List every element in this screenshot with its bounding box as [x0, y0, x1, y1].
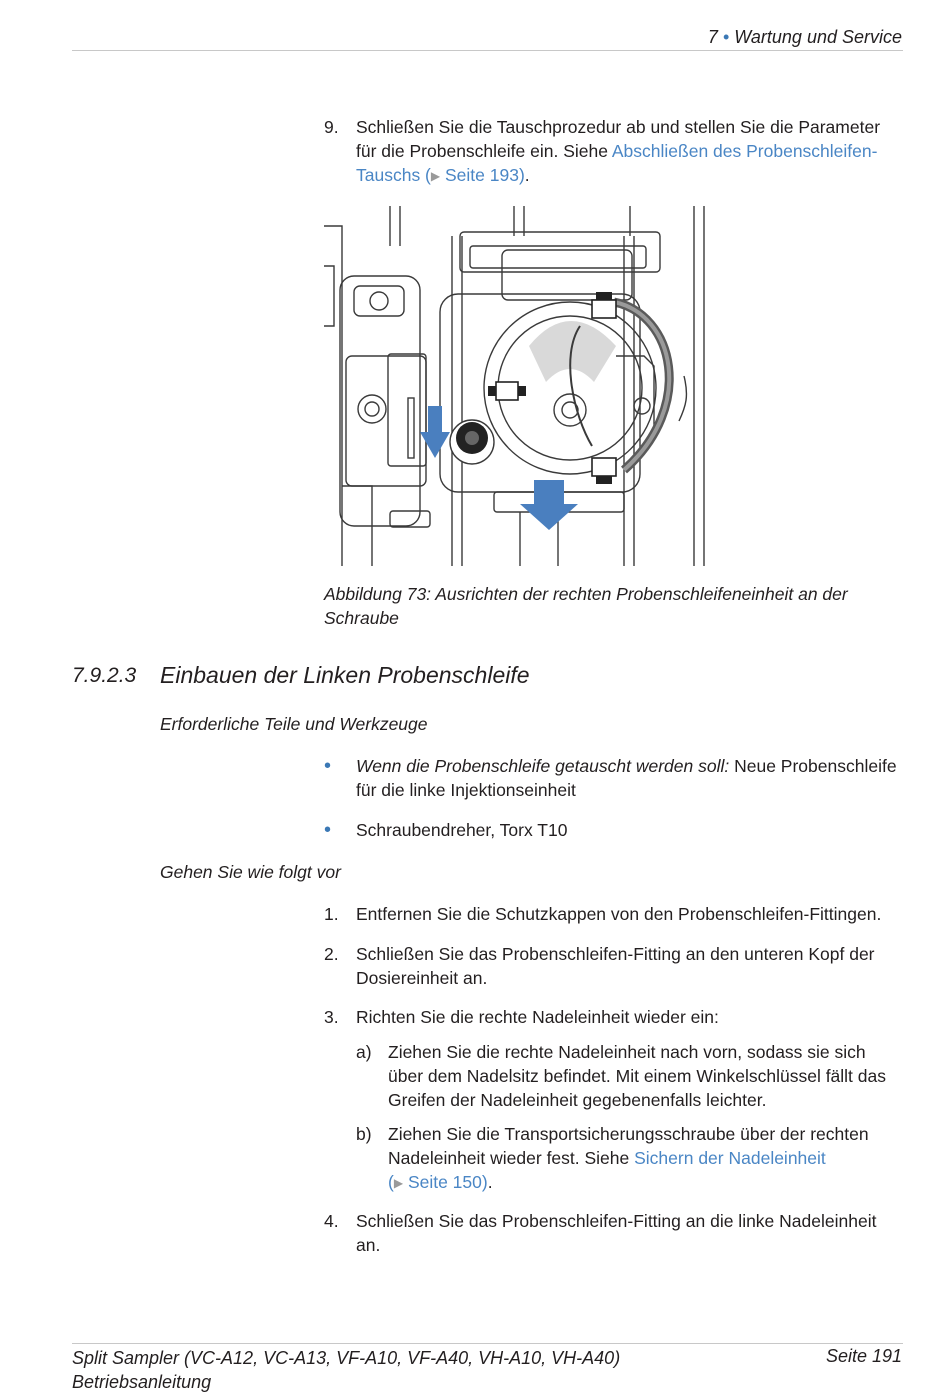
step-9-text: [356, 115, 916, 188]
step-text-line: Schließen Sie das Probenschleifen-Fitting an die linke Nadeleinheit: [356, 1211, 877, 1231]
header-rule: [72, 50, 903, 51]
footer-left: [72, 1346, 620, 1394]
product-name: Split Sampler (VC-A12, VC-A13, VF-A10, VF-A40, VH-A10, VH-A40): [72, 1348, 621, 1368]
step-number: 9.: [324, 117, 339, 137]
section-title: Einbauen der Linken Probenschleife: [160, 662, 530, 688]
chapter-title: Wartung und Service: [734, 27, 902, 47]
step-text-line: an.: [356, 1235, 381, 1255]
substep-line: Ziehen Sie die rechte Nadeleinheit nach vorn, sodass sie sich: [388, 1042, 866, 1062]
page-ref-triangle-icon: ▶: [393, 1176, 404, 1190]
item-text: Neue Probenschleife: [729, 756, 897, 776]
substep-label: a): [356, 1042, 372, 1062]
substep-text: [388, 1040, 918, 1112]
step-number: 4.: [324, 1211, 339, 1231]
page-ref-link[interactable]: Seite 193): [445, 165, 525, 185]
step-text-line: Dosiereinheit an.: [356, 968, 488, 988]
page-ref-triangle-icon: ▶: [430, 169, 441, 183]
cross-ref-link[interactable]: Abschließen des Probenschleifen-: [611, 141, 878, 161]
list-bullet: •: [324, 755, 332, 777]
step-text: [356, 942, 916, 990]
substep-text-part: Nadeleinheit wieder fest. Siehe: [388, 1148, 635, 1168]
chapter-number: 7: [707, 27, 718, 47]
step-9-line-3: [356, 163, 916, 188]
substep-line: über dem Nadelsitz befindet. Mit einem Winkelschlüssel fällt das: [388, 1066, 886, 1086]
footer-rule: [72, 1343, 903, 1344]
step-9-line-1: Schließen Sie die Tauschprozedur ab und stellen Sie die Parameter: [356, 117, 881, 137]
cross-ref-link-cont[interactable]: (: [388, 1172, 394, 1192]
substep-line: [388, 1146, 918, 1170]
cross-ref-link-cont[interactable]: Tauschs (: [356, 165, 431, 185]
step-text: Entfernen Sie die Schutzkappen von den Probenschleifen-Fittingen.: [356, 904, 882, 924]
running-header: [708, 27, 902, 48]
page-number: Seite 191: [825, 1346, 902, 1366]
procedure-heading: Gehen Sie wie folgt vor: [160, 862, 341, 882]
substep-label: b): [356, 1124, 372, 1144]
condition-text: Wenn die Probenschleife getauscht werden soll:: [356, 756, 730, 776]
period: .: [487, 1172, 493, 1192]
figure-sample-loop-illustration: [324, 206, 712, 566]
page-ref-link[interactable]: Seite 150): [407, 1172, 488, 1192]
bullet-separator: •: [722, 27, 735, 47]
substep-line: Ziehen Sie die Transportsicherungsschraube über der rechten: [388, 1124, 869, 1144]
step-text-line: Schließen Sie das Probenschleifen-Fitting an den unteren Kopf der: [356, 944, 875, 964]
substep-text: [388, 1122, 918, 1195]
step-9-text-2: für die Probenschleife ein. Siehe: [356, 141, 612, 161]
parts-heading: Erforderliche Teile und Werkzeuge: [160, 714, 428, 734]
step-number: 1.: [324, 904, 339, 924]
step-number: 3.: [324, 1007, 339, 1027]
substep-line: [388, 1170, 918, 1195]
list-bullet: •: [324, 819, 332, 841]
list-item: Schraubendreher, Torx T10: [356, 820, 568, 840]
step-number: 2.: [324, 944, 339, 964]
document-type: Betriebsanleitung: [72, 1372, 212, 1392]
substep-line: Greifen der Nadeleinheit gegebenenfalls leichter.: [388, 1090, 767, 1110]
item-text-cont: für die linke Injektionseinheit: [356, 780, 576, 800]
section-number: 7.9.2.3: [72, 664, 137, 687]
figure-caption: Abbildung 73: Ausrichten der rechten Probenschleifeneinheit an der Schraube: [324, 584, 848, 628]
step-text: Richten Sie die rechte Nadeleinheit wieder ein:: [356, 1007, 719, 1027]
cross-ref-link[interactable]: Sichern der Nadeleinheit: [634, 1148, 826, 1168]
list-item: [356, 754, 916, 802]
step-text: [356, 1209, 916, 1257]
step-9-line-2: [356, 139, 916, 163]
period: .: [524, 165, 530, 185]
